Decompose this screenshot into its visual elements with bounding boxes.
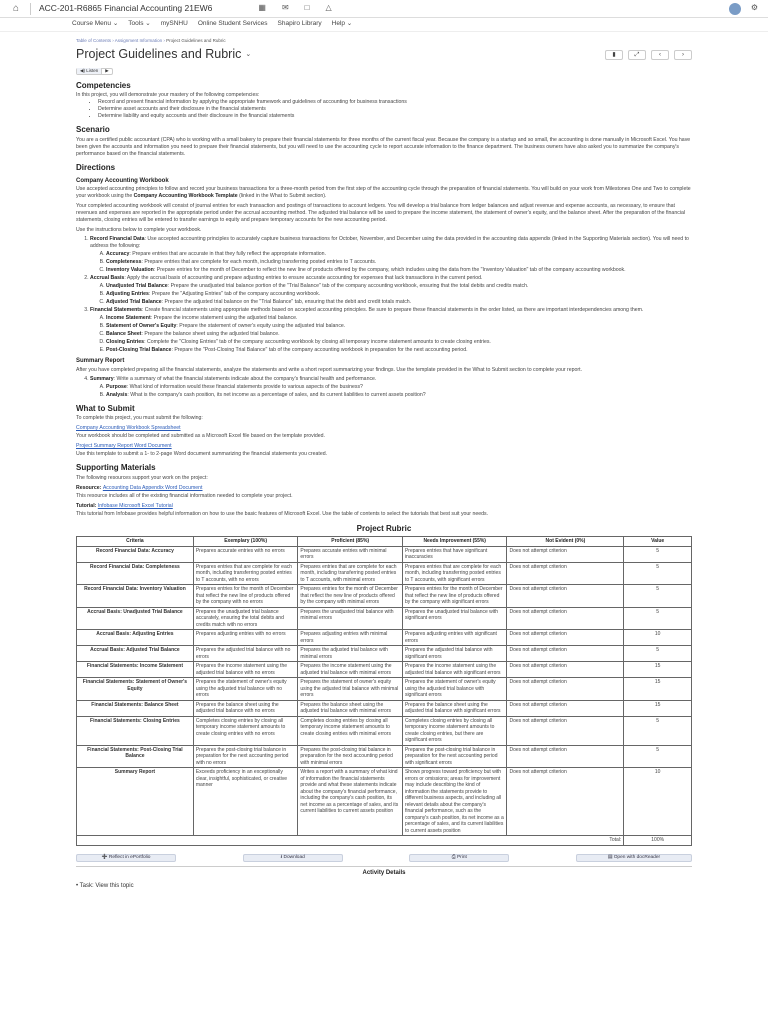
open-docreader-button[interactable]: ▤ Open with docReader bbox=[576, 854, 692, 862]
table-row bbox=[77, 662, 692, 678]
rubric-cell: Does not attempt criterion bbox=[507, 546, 624, 562]
nav-student-services[interactable]: Online Student Services bbox=[197, 20, 268, 28]
nav-shapiro-library[interactable]: Shapiro Library bbox=[277, 20, 322, 28]
rubric-cell: Prepares the adjusted trial balance with no errors bbox=[193, 646, 298, 662]
breadcrumb-assignment-info[interactable]: Assignment Information bbox=[114, 38, 163, 43]
rubric-cell: Prepares entries for the month of December that reflect the new line of products offered by the company with no errors bbox=[193, 585, 298, 608]
sub-list bbox=[90, 283, 692, 306]
list-item: • Determine liability and equity accounts and their disclosure in the financial statements bbox=[98, 113, 692, 120]
rubric-value: 5 bbox=[624, 646, 692, 662]
rubric-cell: Prepares entries for the month of December that reflect the new line of products offered by the company with significant errors bbox=[402, 585, 507, 608]
list-item: A. Income Statement: Prepare the income statement using the adjusted trial balance. bbox=[106, 315, 692, 322]
summary-report-text: After you have completed preparing all the financial statements, analyze the statements and write a short report summarizing your findings. Use the template provided in the What to Submit section to complete your report. bbox=[76, 366, 583, 373]
rubric-criterion: Financial Statements: Statement of Owner's Equity bbox=[77, 678, 194, 701]
rubric-value: 15 bbox=[624, 700, 692, 716]
list-item: B. Analysis: What is the company's cash position, its net income as a percentage of sales, and its current liabilities to current assets position? bbox=[106, 392, 692, 399]
rubric-table bbox=[76, 536, 692, 846]
list-item: C. Adjusted Trial Balance: Prepare the adjusted trial balance on the "Trial Balance" tab, ensuring that the debit and credit totals match. bbox=[106, 299, 692, 306]
rubric-cell: Prepares the balance sheet using the adjusted trial balance with no errors bbox=[193, 700, 298, 716]
rubric-total-row bbox=[77, 836, 692, 846]
rubric-criterion: Accrual Basis: Adjusted Trial Balance bbox=[77, 646, 194, 662]
summary-list bbox=[76, 376, 692, 399]
list-item: A. Unadjusted Trial Balance: Prepare the unadjusted trial balance portion of the "Trial Balance" tab of the company accounting workbook, ensuring that the total debits and credits match. bbox=[106, 283, 692, 290]
list-item: 2. Accrual Basis: Apply the accrual basis of accounting and prepare adjusting entries to ensure accurate accounting for expenses that lack transactions in the current period. A. Unadjusted Trial Balance: Prepare the unadjusted trial balance portion of the "Trial Balance" tab of the company accounting workbook, ensuring that the total debits and credits match. B. Adjusting Entries: Prepare the "Adjusting Entries" tab of the company accounting workbook. C. Adjusted Trial Balance: Prepare the adjusted trial balance on the "Trial Balance" tab, ensuring that the debit and credit totals match. bbox=[90, 275, 692, 306]
rubric-value: 5 bbox=[624, 607, 692, 630]
bell-icon[interactable]: △ bbox=[325, 3, 332, 13]
directions-p3: Use the instructions below to complete your workbook. bbox=[76, 227, 202, 234]
list-item: B. Completeness: Prepare entries that are complete for each month, including transferring posted entries to T accounts. bbox=[106, 259, 692, 266]
rubric-cell: Does not attempt criterion bbox=[507, 745, 624, 768]
list-item: A. Purpose: What kind of information would these financial statements provide to various aspects of the business? bbox=[106, 384, 692, 391]
supporting-materials-heading: Supporting Materials bbox=[76, 463, 156, 473]
rubric-cell: Prepares the post-closing trial balance in preparation for the next accounting period with significant errors bbox=[402, 745, 507, 768]
activity-details-heading[interactable]: Activity Details bbox=[76, 866, 692, 877]
rubric-total-value: 100% bbox=[624, 836, 692, 846]
chevron-down-icon[interactable]: ⌄ bbox=[245, 50, 252, 58]
home-icon[interactable]: ⌂ bbox=[12, 2, 20, 14]
rubric-cell: Does not attempt criterion bbox=[507, 562, 624, 585]
rubric-cell: Prepares the adjusted trial balance with minimal errors bbox=[298, 646, 403, 662]
excel-tutorial-link[interactable]: Infobase Microsoft Excel Tutorial bbox=[97, 503, 173, 510]
nav-help[interactable]: Help ⌄ bbox=[331, 20, 353, 28]
rubric-criterion: Accrual Basis: Adjusting Entries bbox=[77, 630, 194, 646]
rubric-cell: Does not attempt criterion bbox=[507, 678, 624, 701]
supporting-intro: The following resources support your work on the project: bbox=[76, 475, 208, 482]
toolbar-icons bbox=[258, 3, 331, 14]
rubric-cell: Completes closing entries by closing all temporary income statement amounts to create closing entries with no errors bbox=[193, 716, 298, 745]
listen-widget[interactable] bbox=[76, 68, 113, 75]
table-row bbox=[77, 745, 692, 768]
user-area bbox=[729, 3, 758, 15]
list-item: B. Statement of Owner's Equity: Prepare the statement of owner's equity using the adjusted trial balance. bbox=[106, 323, 692, 330]
rubric-cell: Does not attempt criterion bbox=[507, 607, 624, 630]
rubric-header-row bbox=[77, 537, 692, 547]
rubric-cell: Does not attempt criterion bbox=[507, 662, 624, 678]
rubric-cell: Prepares accurate entries with minimal errors bbox=[298, 546, 403, 562]
rubric-criterion: Record Financial Data: Accuracy bbox=[77, 546, 194, 562]
rubric-cell: Prepares entries that have significant inaccuracies bbox=[402, 546, 507, 562]
rubric-value: 10 bbox=[624, 630, 692, 646]
list-item: C. Inventory Valuation: Prepare entries for the month of December to reflect the new line of products offered by the company, which includes using the data from the "Inventory Valuation" tab of the company accounting workbook. bbox=[106, 267, 692, 274]
submit-text-1: Your workbook should be completed and submitted as a Microsoft Excel file based on the template provided. bbox=[76, 433, 325, 440]
workbook-spreadsheet-link[interactable]: Company Accounting Workbook Spreadsheet bbox=[76, 425, 181, 432]
list-item: 1. Record Financial Data: Use accepted accounting principles to accurately capture business transactions for October, November, and December using the data provided in the accounting data appendix (linked in the Supporting Materials section). You will need to address the following: A. Accuracy: Prepare entries that are accurate in that they fully reflect the appropriate information. B. Completeness: Prepare entries that are complete for each month, including transferring posted entries to T accounts. C. Inventory Valuation: Prepare entries for the month of December to reflect the new line of products offered by the company, which includes using the data from the "Inventory Valuation" tab of the company accounting workbook. bbox=[90, 236, 692, 274]
scenario-text: You are a certified public accountant (CPA) who is working with a small bakery to prepare their financial statements for three months of the current fiscal year. Because the company is a startup and so small, the accounting is done manually in Microsoft Excel. You have been given the accounts and information you need to prepare their financial statements, but you will need to use the accounting cycle to report accurate information to the finance department. The business owners have also asked you to summarize the company's performance based on the financial statements. bbox=[76, 137, 691, 158]
rubric-value: 5 bbox=[624, 585, 692, 608]
table-row bbox=[77, 768, 692, 836]
rubric-cell: Does not attempt criterion bbox=[507, 585, 624, 608]
gear-icon[interactable]: ⚙ bbox=[750, 3, 758, 13]
rubric-criterion: Financial Statements: Income Statement bbox=[77, 662, 194, 678]
list-item: 3. Financial Statements: Create financial statements using appropriate methods based on accepted accounting principles. Be sure to prepare these financial statements in the order listed, as there are important interdependencies among them. A. Income Statement: Prepare the income statement using the adjusted trial balance. B. Statement of Owner's Equity: Prepare the statement of owner's equity using the adjusted trial balance. C. Balance Sheet: Prepare the balance sheet using the adjusted trial balance. D. Closing Entries: Complete the "Closing Entries" tab of the company accounting workbook by closing all temporary income statement amounts to create closing entries. E. Post-Closing Trial Balance: Prepare the "Post-Closing Trial Balance" tab of the company accounting workbook in preparation for the next accounting period. bbox=[90, 307, 692, 354]
table-row bbox=[77, 585, 692, 608]
rubric-title: Project Rubric bbox=[356, 524, 412, 534]
course-nav bbox=[0, 18, 768, 32]
table-row bbox=[77, 646, 692, 662]
rubric-cell: Prepares entries that are complete for each month, including transferring posted entries to T accounts, with no errors bbox=[193, 562, 298, 585]
play-icon[interactable]: ▶ bbox=[105, 68, 109, 74]
competencies-intro: In this project, you will demonstrate your mastery of the following competencies: bbox=[76, 92, 260, 99]
course-title[interactable]: ACC-201-R6865 Financial Accounting 21EW6 bbox=[39, 2, 213, 13]
rubric-total-label: Total: bbox=[77, 836, 624, 846]
competencies-list bbox=[76, 99, 692, 120]
rubric-value: 15 bbox=[624, 662, 692, 678]
page-title: Project Guidelines and Rubric bbox=[76, 47, 242, 62]
rubric-criterion: Summary Report bbox=[77, 768, 194, 836]
rubric-cell: Completes closing entries by closing all temporary income statement amounts to create closing entries, but there are significant errors bbox=[402, 716, 507, 745]
rubric-cell: Does not attempt criterion bbox=[507, 630, 624, 646]
rubric-cell: Prepares adjusting entries with significant errors bbox=[402, 630, 507, 646]
list-item: • Record and present financial information by applying the appropriate framework and guidelines of accounting for business transactions bbox=[98, 99, 692, 106]
breadcrumb-toc[interactable]: Table of Contents bbox=[76, 38, 112, 43]
page-title-row bbox=[76, 46, 692, 63]
action-bar bbox=[76, 854, 692, 862]
accounting-data-appendix-link[interactable]: Accounting Data Appendix Word Document bbox=[102, 485, 203, 492]
summary-report-heading: Summary Report bbox=[76, 358, 125, 365]
grid-icon[interactable]: ▦ bbox=[258, 3, 266, 13]
rubric-criterion: Financial Statements: Balance Sheet bbox=[77, 700, 194, 716]
next-topic-button[interactable]: › bbox=[674, 50, 692, 60]
submit-text-2: Use this template to submit a 1- to 2-page Word document summarizing the financial statements you created. bbox=[76, 451, 328, 458]
rubric-cell: Exceeds proficiency in an exceptionally clear, insightful, sophisticated, or creative manner bbox=[193, 768, 298, 836]
sub-list bbox=[90, 315, 692, 354]
table-row bbox=[77, 607, 692, 630]
rubric-body bbox=[77, 546, 692, 845]
avatar[interactable] bbox=[729, 3, 741, 15]
rubric-cell: Does not attempt criterion bbox=[507, 700, 624, 716]
print-button[interactable]: ⎙ Print bbox=[409, 854, 509, 862]
rubric-criterion: Financial Statements: Post-Closing Trial Balance bbox=[77, 745, 194, 768]
rubric-value: 15 bbox=[624, 678, 692, 701]
breadcrumb-current: Project Guidelines and Rubric bbox=[166, 38, 226, 43]
rubric-value: 5 bbox=[624, 562, 692, 585]
prev-topic-button[interactable]: ‹ bbox=[651, 50, 669, 60]
rubric-cell: Prepares the balance sheet using the adjusted trial balance with significant errors bbox=[402, 700, 507, 716]
rubric-criterion: Record Financial Data: Inventory Valuation bbox=[77, 585, 194, 608]
rubric-criterion: Financial Statements: Closing Entries bbox=[77, 716, 194, 745]
list-item: B. Adjusting Entries: Prepare the "Adjusting Entries" tab of the company accounting workbook. bbox=[106, 291, 692, 298]
rubric-criterion: Record Financial Data: Completeness bbox=[77, 562, 194, 585]
rubric-criterion: Accrual Basis: Unadjusted Trial Balance bbox=[77, 607, 194, 630]
rubric-value: 10 bbox=[624, 768, 692, 836]
download-button[interactable]: ⭳ Download bbox=[243, 854, 343, 862]
sub-list bbox=[90, 384, 692, 399]
rubric-cell: Prepares the post-closing trial balance in preparation for the next accounting period with minimal errors bbox=[298, 745, 403, 768]
competencies-heading: Competencies bbox=[76, 80, 131, 90]
list-item: • Determine asset accounts and their disclosure in the financial statements bbox=[98, 106, 692, 113]
rubric-cell: Prepares the adjusted trial balance with significant errors bbox=[402, 646, 507, 662]
what-to-submit-heading: What to Submit bbox=[76, 403, 135, 413]
rubric-cell: Prepares entries for the month of December that reflect the new line of products offered by the company with minimal errors bbox=[298, 585, 403, 608]
rubric-cell: Does not attempt criterion bbox=[507, 716, 624, 745]
scenario-heading: Scenario bbox=[76, 125, 110, 135]
chat-icon[interactable]: □ bbox=[304, 3, 310, 13]
submit-intro: To complete this project, you must submit the following: bbox=[76, 415, 203, 422]
directions-p2: Your completed accounting workbook will consist of journal entries for each transaction and postings of transactions to account ledgers. You will develop a trial balance from ledger balances and adjust revenue and expense accounts, as necessary, to ensure that revenues and expenses are reported in the appropriate period under the accrual accounting method. The adjusted trial balance will be used to prepare the income statement, the statement of owner's equity, and the balance sheet. After the preparation of the financial statements, closing entries will be entered to transfer earnings to equity and prepare temporary accounts for the new accounting period. bbox=[76, 203, 685, 224]
rubric-cell: Prepares the income statement using the adjusted trial balance with no errors bbox=[193, 662, 298, 678]
list-item: E. Post-Closing Trial Balance: Prepare the "Post-Closing Trial Balance" tab of the company accounting workbook in preparation for the next accounting period. bbox=[106, 347, 692, 354]
mail-icon[interactable]: ✉ bbox=[281, 3, 289, 13]
nav-tools[interactable]: Tools ⌄ bbox=[128, 20, 151, 28]
nav-mysnhu[interactable]: mySNHU bbox=[160, 20, 188, 28]
rubric-cell: Prepares the income statement using the adjusted trial balance with minimal errors bbox=[298, 662, 403, 678]
rubric-header: Value bbox=[624, 537, 692, 547]
rubric-cell: Prepares the statement of owner's equity using the adjusted trial balance with significant errors bbox=[402, 678, 507, 701]
listen-button[interactable]: ◀) Listen bbox=[77, 68, 102, 74]
list-item: A. Accuracy: Prepare entries that are accurate in that they fully reflect the appropriate information. bbox=[106, 251, 692, 258]
list-item: 4. Summary: Write a summary of what the financial statements indicate about the company's financial health and performance. A. Purpose: What kind of information would these financial statements provide to various aspects of the business? B. Analysis: What is the company's cash position, its net income as a percentage of sales, and its current liabilities to current assets position? bbox=[90, 376, 692, 399]
rubric-cell: Prepares the balance sheet using the adjusted trial balance with minimal errors bbox=[298, 700, 403, 716]
table-row bbox=[77, 678, 692, 701]
rubric-value: 5 bbox=[624, 546, 692, 562]
nav-course-menu[interactable]: Course Menu ⌄ bbox=[72, 20, 119, 28]
rubric-cell: Prepares adjusting entries with minimal errors bbox=[298, 630, 403, 646]
directions-p1: Use accepted accounting principles to follow and record your business transactions for a three-month period from the first step of the accounting cycle through the preparation of financial statements. You will build on your work from Milestones One and Two to complete your workbook using the Company Accounting Workbook Template (linked in the What to Submit section). bbox=[76, 186, 691, 200]
bookmark-icon[interactable]: ▮ bbox=[605, 50, 623, 60]
table-row bbox=[77, 546, 692, 562]
rubric-value: 5 bbox=[624, 745, 692, 768]
rubric-cell: Prepares adjusting entries with no errors bbox=[193, 630, 298, 646]
rubric-header: Needs Improvement (55%) bbox=[402, 537, 507, 547]
summary-report-link[interactable]: Project Summary Report Word Document bbox=[76, 443, 172, 450]
rubric-cell: Prepares the unadjusted trial balance with minimal errors bbox=[298, 607, 403, 630]
rubric-cell: Prepares the unadjusted trial balance with significant errors bbox=[402, 607, 507, 630]
table-row bbox=[77, 700, 692, 716]
rubric-cell: Prepares the post-closing trial balance in preparation for the next accounting period with no errors bbox=[193, 745, 298, 768]
main-content: Table of Contents › Assignment Information › Project Guidelines and Rubric Project Guidelines and Rubric ⌄ ▮ ⤢ ‹ › ◀) Listen ▶ Competencies In this project, you will demonstrate your mastery of the following competencies: • Record and present financial information by applying the appropriate framework and guidelines of accounting for business transactions • Determine asset accounts and their disclosure in the financial statements • Determine liability and equity accounts and their disclosure in the financial statements Scenario You are a certified public accountant (CPA) who is working with a small bakery to prepare their financial statements for three months of the current fiscal year. Because the company is a startup and so small, the accounting is done manually in Microsoft Excel. You have been given the accounts and information you need to prepare their financial statements, but you will need to use the accounting cycle to report accurate information to the finance department. The business owners have also asked you to summarize the company's performance based on the financial statements. Directions Company Accounting Workbook Use accepted accounting principles to follow and record your business transactions for a three-month period from the first step of the accounting cycle through the preparation of financial statements. You will build on your work from Milestones One and Two to complete your workbook using the Company Accounting Workbook Template (linked in the What to Submit section). Your completed accounting workbook will consist of journal entries for each transaction and postings of transactions to account ledgers. You will develop a trial balance from ledger balances and adjust revenue and expense accounts, as necessary, to ensure that revenues and expenses are reported in the appropriate period under the accrual accounting method. The adjusted trial balance will be used to prepare the income statement, the statement of owner's equity, and the balance sheet. After the preparation of the financial statements, closing entries will be entered to transfer earnings to equity and prepare temporary accounts for the new accounting period. Use the instructions below to complete your workbook. 1. Record Financial Data: Use accepted accounting principles to accurately capture business transactions for October, November, and December using the data provided in the accounting data appendix (linked in the Supporting Materials section). You will need to address the following: A. Accuracy: Prepare entries that are accurate in that they fully reflect the appropriate information. B. Completeness: Prepare entries that are complete for each month, including transferring posted entries to T accounts. C. Inventory Valuation: Prepare entries for the month of December to reflect the new line of products offered by the company, which includes using the data from the "Inventory Valuation" tab of the company accounting workbook. 2. Accrual Basis: Apply the accrual basis of accounting and prepare adjusting entries to ensure accurate accounting for expenses that lack transactions in the current period. A. Unadjusted Trial Balance: Prepare the unadjusted trial balance portion of the "Trial Balance" tab of the company accounting workbook, ensuring that the total debits and credits match. B. Adjusting Entries: Prepare the "Adjusting Entries" tab of the company accounting workbook. C. Adjusted Trial Balance: Prepare the adjusted trial balance on the "Trial Balance" tab, ensuring that the debit and credit totals match. 3. Financial Statements: Create financial statements using appropriate methods based on accepted accounting principles. Be sure to prepare these financial statements in the order listed, as there are important interdependencies among them. A. Income Statement: Prepare the income statement using the adjusted trial balance. B. Statement of Owner's Equity: Prepare the statement of owner's equity using the adjusted trial balance. C. Balance Sheet: Prepare the balance sheet using the adjusted trial balance. D. Closing Entries: Complete the "Closing Entries" tab of the company accounting workbook by closing all temporary income statement amounts to create closing entries. E. Post-Closing Trial Balance: Prepare the "Post-Closing Trial Balance" tab of the company accounting workbook in preparation for the next accounting period. Summary Report After you have completed preparing all the financial statements, analyze the statements and write a short report summarizing your findings. Use the template provided in the What to Submit section to complete your report. 4. Summary: Write a summary of what the financial statements indicate about the company's financial health and performance. A. Purpose: What kind of information would these financial statements provide to various aspects of the business? B. Analysis: What is the company's cash position, its net income as a percentage of sales, and its current liabilities to current assets position? What to Submit To complete this project, you must submit the following: Company Accounting Workbook Spreadsheet Your workbook should be completed and submitted as a Microsoft Excel file based on the template provided. Project Summary Report Word Document Use this template to submit a 1- to 2-page Word document summarizing the financial statements you created. Supporting Materials The following resources support your work on the project: Resource: Accounting Data Appendix Word Document This resource includes all of the existing financial information needed to complete your project. Tutorial: Infobase Microsoft Excel Tutorial This tutorial from Infobase provides helpful information on how to use the basic features of Microsoft Excel. Use the table of contents to select the tutorials that best suit your needs. Project Rubric Criteria Exemplary (100%) Proficient (85%) Needs Improvement (55%) Not Evident (0%) Value Record Financial Data: Accuracy Prepares accurate entries with no errors Prepares accurate entries with minimal errors Prepares entries that have significant inaccuracies Does not attempt criterion 5 Record Financial Data: Completeness Prepares entries that are complete for each month, including transferring posted entries to T accounts, with no errors Prepares entries that are complete for each month, including transferring posted entries to T accounts, with minimal errors Prepares entries that are complete for each month, including transferring posted entries to T accounts, with significant errors Does not attempt criterion 5 Record Financial Data: Inventory Valuation Prepares entries for the month of December that reflect the new line of products offered by the company with no errors Prepares entries for the month of December that reflect the new line of products offered by the company with minimal errors Prepares entries for the month of December that reflect the new line of products offered by the company with significant errors Does not attempt criterion 5 Accrual Basis: Unadjusted Trial Balance Prepares the unadjusted trial balance accurately, ensuring the total debits and credits match with no errors Prepares the unadjusted trial balance with minimal errors Prepares the unadjusted trial balance with significant errors Does not attempt criterion 5 Accrual Basis: Adjusting Entries Prepares adjusting entries with no errors Prepares adjusting entries with minimal errors Prepares adjusting entries with significant errors Does not attempt criterion 10 Accrual Basis: Adjusted Trial Balance Prepares the adjusted trial balance with no errors Prepares the adjusted trial balance with minimal errors Prepares the adjusted trial balance with significant errors Does not attempt criterion 5 Financial Statements: Income Statement Prepares the income statement using the adjusted trial balance with no errors Prepares the income statement using the adjusted trial balance with minimal errors Prepares the income statement using the adjusted trial balance with significant errors Does not attempt criterion 15 Financial Statements: Statement of Owner's Equity Prepares the statement of owner's equity using the adjusted trial balance with no errors Prepares the statement of owner's equity using the adjusted trial balance with minimal errors Prepares the statement of owner's equity using the adjusted trial balance with significant errors Does not attempt criterion 15 Financial Statements: Balance Sheet Prepares the balance sheet using the adjusted trial balance with no errors Prepares the balance sheet using the adjusted trial balance with minimal errors Prepares the balance sheet using the adjusted trial balance with significant errors Does not attempt criterion 15 Financial Statements: Closing Entries Completes closing entries by closing all temporary income statement amounts to create closing entries with no errors Completes closing entries by closing all temporary income statement amounts to create closing entries with minimal errors Completes closing entries by closing all temporary income statement amounts to create closing entries, but there are significant errors Does not attempt criterion 5 Financial Statements: Post-Closing Trial Balance Prepares the post-closing trial balance in preparation for the next accounting period with no errors Prepares the post-closing trial balance in preparation for the next accounting period with minimal errors Prepares the post-closing trial balance in preparation for the next accounting period with significant errors Does not attempt criterion 5 Summary Report Exceeds proficiency in an exceptionally clear, insightful, sophisticated, or creative manner Writes a report with a summary of what kind of information the financial statements provide and what these statements indicate about the company's financial performance, including the company's cash position, its net income as a percentage of sales, and its current liabilities to current assets position Shows progress toward proficiency but with errors or omissions; areas for improvement may include describing the kind of information the statements provide to different business aspects, and including all relevant details about the company's financial performance, such as the company's cash position, its net income as a percentage of sales, and its current liabilities to current assets position Does not attempt criterion 10 Total: 100% ➕ Reflect in ePortfolio ⭳ Download ⎙ Print ▤ Open with docReader Activity Details • Task: View this topic bbox=[0, 38, 768, 890]
workbook-subheading: Company Accounting Workbook bbox=[76, 178, 169, 184]
resource-text: This resource includes all of the existing financial information needed to complete your project. bbox=[76, 493, 293, 500]
table-row bbox=[77, 630, 692, 646]
rubric-cell: Prepares entries that are complete for each month, including transferring posted entries to T accounts, with minimal errors bbox=[298, 562, 403, 585]
rubric-header: Exemplary (100%) bbox=[193, 537, 298, 547]
fullscreen-icon[interactable]: ⤢ bbox=[628, 50, 646, 60]
breadcrumb: Table of Contents › Assignment Information › Project Guidelines and Rubric bbox=[76, 38, 226, 43]
rubric-cell: Prepares the statement of owner's equity using the adjusted trial balance with no errors bbox=[193, 678, 298, 701]
rubric-cell: Does not attempt criterion bbox=[507, 646, 624, 662]
task-item: • Task: View this topic bbox=[76, 882, 134, 889]
divider bbox=[30, 3, 31, 15]
table-row bbox=[77, 562, 692, 585]
rubric-value: 5 bbox=[624, 716, 692, 745]
directions-list bbox=[76, 236, 692, 354]
list-item: C. Balance Sheet: Prepare the balance sheet using the adjusted trial balance. bbox=[106, 331, 692, 338]
rubric-header: Criteria bbox=[77, 537, 194, 547]
title-tools bbox=[605, 50, 692, 60]
rubric-cell: Writes a report with a summary of what kind of information the financial statements provide and what these statements indicate about the company's financial performance, including the company's cash position, its net income as a percentage of sales, and its current liabilities to current assets position bbox=[298, 768, 403, 836]
rubric-cell: Prepares accurate entries with no errors bbox=[193, 546, 298, 562]
rubric-cell: Prepares the statement of owner's equity using the adjusted trial balance with minimal errors bbox=[298, 678, 403, 701]
directions-heading: Directions bbox=[76, 163, 116, 173]
rubric-header: Proficient (85%) bbox=[298, 537, 403, 547]
rubric-cell: Prepares the unadjusted trial balance accurately, ensuring the total debits and credits match with no errors bbox=[193, 607, 298, 630]
rubric-cell: Completes closing entries by closing all temporary income statement amounts to create closing entries with minimal errors bbox=[298, 716, 403, 745]
rubric-header: Not Evident (0%) bbox=[507, 537, 624, 547]
tutorial-text: This tutorial from Infobase provides helpful information on how to use the basic features of Microsoft Excel. Use the table of contents to select the tutorials that best suit your needs. bbox=[76, 511, 489, 518]
top-bar bbox=[0, 0, 768, 18]
reflect-eportfolio-button[interactable]: ➕ Reflect in ePortfolio bbox=[76, 854, 176, 862]
list-item: D. Closing Entries: Complete the "Closing Entries" tab of the company accounting workbook by closing all temporary income statement amounts to create closing entries. bbox=[106, 339, 692, 346]
rubric-cell: Shows progress toward proficiency but with errors or omissions; areas for improvement may include describing the kind of information the statements provide to different business aspects, and including all relevant details about the company's financial performance, such as the company's cash position, its net income as a percentage of sales, and its current liabilities to current assets position bbox=[402, 768, 507, 836]
table-row bbox=[77, 716, 692, 745]
rubric-cell: Prepares the income statement using the adjusted trial balance with significant errors bbox=[402, 662, 507, 678]
rubric-cell: Does not attempt criterion bbox=[507, 768, 624, 836]
sub-list bbox=[90, 251, 692, 274]
rubric-cell: Prepares entries that are complete for each month, including transferring posted entries to T accounts, with significant errors bbox=[402, 562, 507, 585]
